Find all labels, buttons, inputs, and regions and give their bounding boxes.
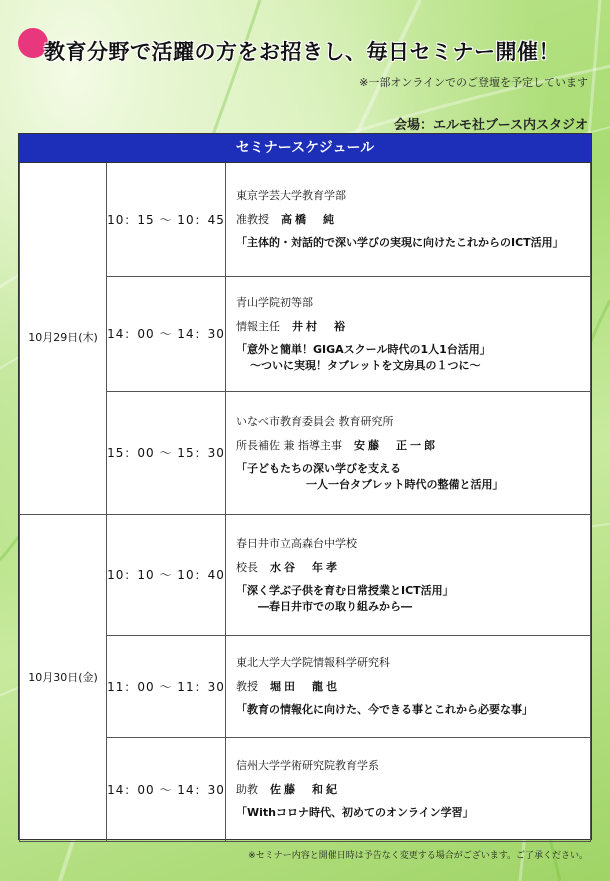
session-topic: 「教育の情報化に向けた、今できる事とこれから必要な事」 <box>236 703 533 716</box>
speaker <box>236 559 590 575</box>
speaker-role: 校長 <box>236 560 258 574</box>
session-info <box>226 514 591 635</box>
schedule-header: セミナースケジュール <box>19 134 591 163</box>
session-time: 11：00 ～ 11：30 <box>107 635 226 737</box>
speaker-role: 情報主任 <box>236 319 280 333</box>
session-topic: 「Withコロナ時代、初めてのオンライン学習」 <box>236 806 474 819</box>
page-headline: 教育分野で活躍の方をお招きし、毎日セミナー開催！ <box>44 40 560 64</box>
schedule-table <box>18 133 592 840</box>
session-time: 14：00 ～ 14：30 <box>107 276 226 391</box>
session-time: 10：10 ～ 10：40 <box>107 514 226 635</box>
speaker-org: 東京学芸大学教育学部 <box>236 189 346 203</box>
speaker <box>236 781 590 797</box>
session-subtopic: 一人一台タブレット時代の整備と活用」 <box>306 477 504 491</box>
session-info <box>226 635 591 737</box>
day-date: 10月30日(金) <box>20 514 107 841</box>
session-info <box>226 163 591 276</box>
venue-label: 会場：エルモ社ブース内スタジオ <box>394 118 588 133</box>
session-topic: 「深く学ぶ子供を育む日常授業とICT活用」 <box>236 583 454 597</box>
session-row <box>20 514 591 635</box>
speaker-role: 所長補佐 兼 指導主事 <box>236 438 342 452</box>
session-time: 15：00 ～ 15：30 <box>107 391 226 514</box>
session-info <box>226 391 591 514</box>
session-info <box>226 276 591 391</box>
speaker-name: 水谷 年孝 <box>270 560 340 574</box>
speaker <box>236 211 590 227</box>
disclaimer-note: ※セミナー内容と開催日時は予告なく変更する場合がございます。ご了承ください。 <box>248 851 588 861</box>
session-time: 14：00 ～ 14：30 <box>107 737 226 841</box>
schedule-grid <box>19 163 591 842</box>
speaker-name: 佐藤 和紀 <box>270 783 340 796</box>
speaker-name: 高橋 純 <box>281 213 337 227</box>
session-row <box>20 163 591 276</box>
speaker <box>236 437 590 453</box>
session-info <box>226 737 591 841</box>
session-subtopic: ～ついに実現！タブレットを文房具の１つに～ <box>250 358 481 372</box>
session-topic: 「主体的・対話的で深い学びの実現に向けたこれからのICT活用」 <box>236 236 564 250</box>
speaker-name: 堀田 龍也 <box>270 680 340 693</box>
online-note: ※一部オンラインでのご登壇を予定しています <box>359 76 588 89</box>
speaker-name: 井村 裕 <box>292 319 348 333</box>
speaker-role: 教授 <box>236 680 258 693</box>
speaker <box>236 678 590 694</box>
day-date: 10月29日(木) <box>20 163 107 514</box>
speaker-org: 信州大学学術研究院教育学系 <box>236 759 379 772</box>
speaker <box>236 318 590 334</box>
session-subtopic: ―春日井市での取り組みから― <box>258 599 412 613</box>
session-topic: 「意外と簡単！GIGAスクール時代の1人1台活用」 <box>236 342 491 356</box>
session-topic: 「子どもたちの深い学びを支える <box>236 461 401 475</box>
session-time: 10：15 ～ 10：45 <box>107 163 226 276</box>
speaker-org: 青山学院初等部 <box>236 295 313 309</box>
speaker-name: 安藤 正一郎 <box>354 438 438 452</box>
speaker-role: 助教 <box>236 783 258 796</box>
speaker-org: 東北大学大学院情報科学研究科 <box>236 656 390 669</box>
speaker-role: 准教授 <box>236 213 269 227</box>
speaker-org: いなべ市教育委員会 教育研究所 <box>236 414 394 428</box>
speaker-org: 春日井市立高森台中学校 <box>236 536 357 550</box>
